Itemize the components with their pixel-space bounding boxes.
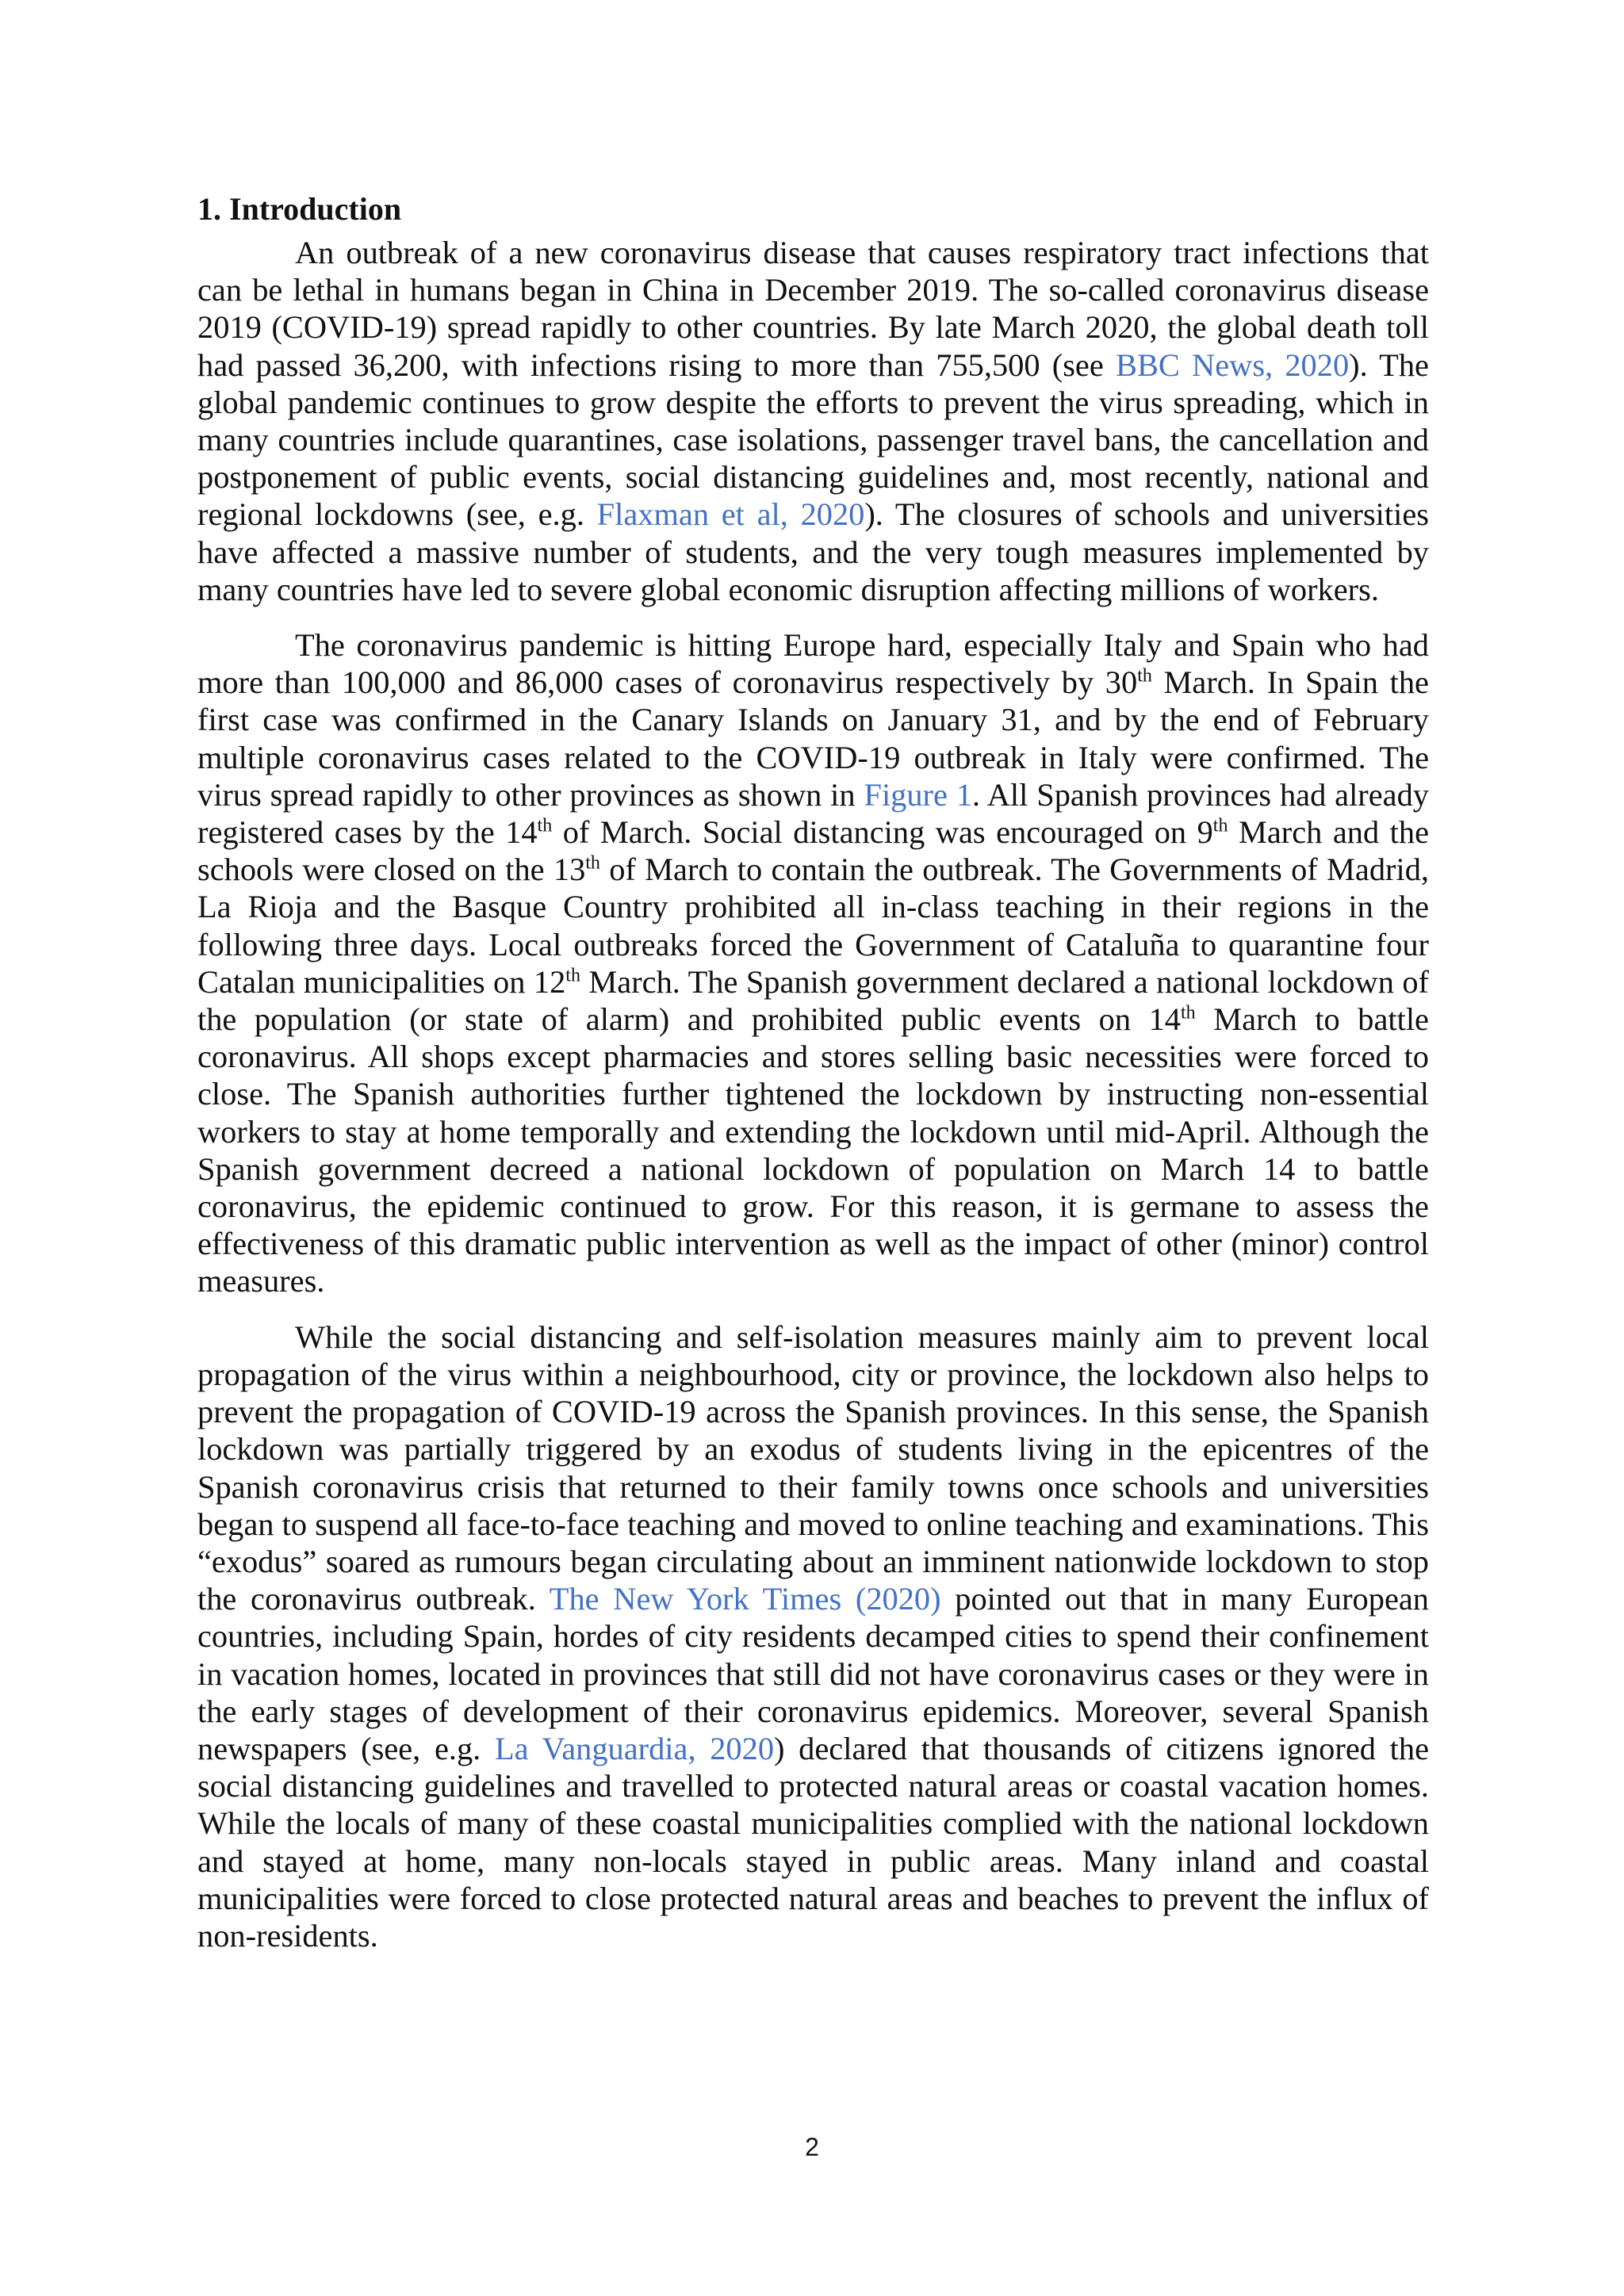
paragraph-text: The coronavirus pandemic is hitting Europe hard, especially Italy and Spain who had more than 100,000 and 86,000 cases of coronavirus respectively by 30: [197, 627, 1429, 701]
citation-link-flaxman[interactable]: Flaxman et al, 2020: [596, 496, 865, 533]
paragraph-text: of March. Social distancing was encouraged on 9: [552, 814, 1213, 851]
paragraph-text: ). The global pandemic continues to grow despite the efforts to prevent the virus spreading, which in many countries include quarantines, case isolations, passenger travel bans, the cancellation and postponement of public events, social distancing guidelines and, most recently, national and regional lockdowns (see, e.g.: [197, 346, 1429, 533]
paragraph-3: [197, 1318, 1429, 1954]
page-number: 2: [805, 2133, 819, 2161]
ordinal-superscript: th: [565, 965, 580, 986]
paragraph-text: ) declared that thousands of citizens ignored the social distancing guidelines and travelled to protected natural areas or coastal vacation homes. While the locals of many of these coastal municipalities complied with the national lockdown and stayed at home, many non-locals stayed in public areas. Many inland and coastal municipalities were forced to close protected natural areas and beaches to prevent the influx of non-residents.: [197, 1730, 1429, 1954]
paragraph-text: March. In Spain the first case was confirmed in the Canary Islands on January 31, and by the end of February multiple coronavirus cases related to the COVID-19 outbreak in Italy were confirmed. The virus spread rapidly to other provinces as shown in: [197, 664, 1429, 813]
paragraph-text: . All Spanish provinces had already registered cases by the 14: [197, 776, 1429, 851]
paragraph-text: of March to contain the outbreak. The Governments of Madrid, La Rioja and the Basque Country prohibited all in-class teaching in their regions in the following three days. Local outbreaks forced the Government of Cataluña to quarantine four Catalan municipalities on 12: [197, 851, 1429, 1000]
paragraph-text: pointed out that in many European countries, including Spain, hordes of city residents decamped cities to spend their confinement in vacation homes, located in provinces that still did not have coronavirus cases or they were in the early stages of development of their coronavirus epidemics. Moreover, several Spanish newspapers (see, e.g.: [197, 1581, 1429, 1766]
paragraph-text: While the social distancing and self-isolation measures mainly aim to prevent local propagation of the virus within a neighbourhood, city or province, the lockdown also helps to prevent the propagation of COVID-19 across the Spanish provinces. In this sense, the Spanish lockdown was partially triggered by an exodus of students living in the epicentres of the Spanish coronavirus crisis that returned to their family towns once schools and universities began to suspend all face-to-face teaching and moved to online teaching and examinations. This “exodus” soared as rumours began circulating about an imminent nationwide lockdown to stop the coronavirus outbreak.: [197, 1318, 1429, 1617]
ordinal-superscript: th: [537, 815, 553, 836]
paragraph-text: An outbreak of a new coronavirus disease that causes respiratory tract infections that can be lethal in humans began in China in December 2019. The so-called coronavirus disease 2019 (COVID-19) spread rapidly to other countries. By late March 2020, the global death toll had passed 36,200, with infections rising to more than 755,500 (see: [197, 235, 1429, 383]
section-heading: 1. Introduction: [197, 191, 402, 227]
paragraph-text: March to battle coronavirus. All shops except pharmacies and stores selling basic necessities were forced to close. The Spanish authorities further tightened the lockdown by instructing non-essential workers to stay at home temporally and extending the lockdown until mid-April. Although the Spanish government decreed a national lockdown of population on March 14 to battle coronavirus, the epidemic continued to grow. For this reason, it is germane to assess the effectiveness of this dramatic public intervention as well as the impact of other (minor) control measures.: [197, 1001, 1429, 1299]
ordinal-superscript: th: [585, 852, 600, 874]
paragraph-text: March and the schools were closed on the 13: [197, 814, 1429, 888]
citation-link-new-york-times[interactable]: The New York Times (2020): [549, 1581, 941, 1617]
ordinal-superscript: th: [1137, 665, 1152, 687]
paragraph-2: [197, 626, 1429, 1300]
citation-link-la-vanguardia[interactable]: La Vanguardia, 2020: [494, 1730, 775, 1766]
ordinal-superscript: th: [1181, 1002, 1196, 1024]
paragraph-text: March. The Spanish government declared a national lockdown of the population (or state of alarm) and prohibited public events on 14: [197, 963, 1429, 1038]
paragraph-text: ). The closures of schools and universities have affected a massive number of students, and the very tough measures implemented by many countries have led to severe global economic disruption affecting millions of workers.: [197, 496, 1429, 607]
citation-link-bbc-news[interactable]: BBC News, 2020: [1116, 346, 1350, 383]
ordinal-superscript: th: [1212, 815, 1228, 836]
figure-1-link[interactable]: Figure 1: [864, 776, 973, 813]
paragraph-1: [197, 234, 1429, 608]
body-text: [197, 190, 1429, 1973]
